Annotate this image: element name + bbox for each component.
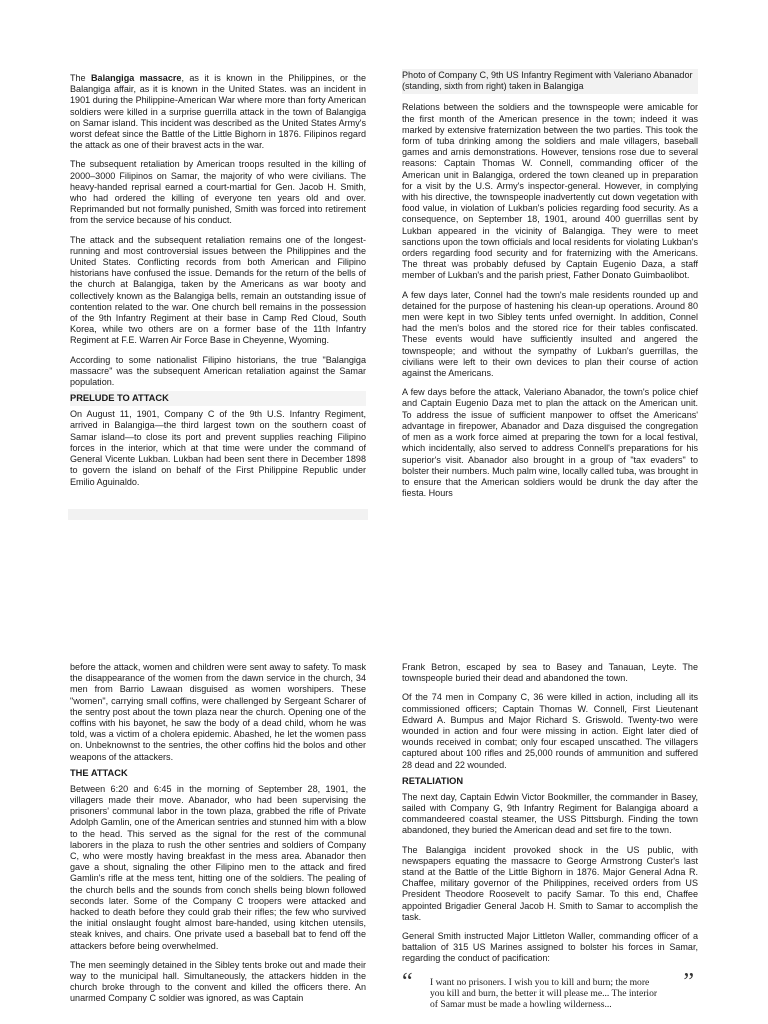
blockquote (402, 968, 698, 1015)
paragraph-public-shock: The Balangiga incident provoked shock in the US public, with newspapers equating the massacre to George Armstrong Custer's last stand at the Battle of the Little Bighorn in 1876. Major General Adna R. Chaffee, military governor of the Philippines, received orders from US President Theodore Roosevelt to pacify Samar. To this end, Chaffee appointed Brigadier General Jacob H. Smith to Samar to accomplish the task. (402, 844, 698, 922)
paragraph-sibley-breakout: The men seemingly detained in the Sibley tents broke out and made their way to the municipal hall. Simultaneously, the attackers hidden in the church broke through to the convent and killed the officers there. An unarmed Company C soldier was ignored, as was Captain (70, 959, 366, 1004)
paragraph-bookmiller: The next day, Captain Edwin Victor Bookmiller, the commander in Basey, sailed with Company G, 9th Infantry Regiment for Balangiga aboard a commandeered coastal steamer, the USS Pittsburgh. Finding the town abandoned, they buried the American dead and set fire to the town. (402, 791, 698, 836)
heading-prelude-to-attack: PRELUDE TO ATTACK (70, 391, 366, 406)
paragraph-prelude: On August 11, 1901, Company C of the 9th U.S. Infantry Regiment, arrived in Balangiga—the third largest town on the southern coast of Samar island—to close its port and prevent supplies reaching Filipino forces in the interior, which at that time were under the command of General Vicente Lukban. Lukban had been sent there in December 1898 to govern the island on behalf of the First Philippine Republic under Emilio Aguinaldo. (70, 409, 366, 487)
paragraph-casualties: Of the 74 men in Company C, 36 were killed in action, including all its commissioned officers; Captain Thomas W. Connell, First Lieutenant Edward A. Bumpus and Major Richard S. Griswold. Twenty-two were wounded in action and four were missing in action. Eight later died of wounds received in combat; only four escaped unscathed. The villagers captured about 100 rifles and 25,000 rounds of ammunition and suffered 28 dead and 22 wounded. (402, 692, 698, 770)
quote-text: I want no prisoners. I wish you to kill and burn; the more you kill and burn, the better it will please me... The interior of Samar must be made a howling wilderness... (430, 976, 658, 1011)
shaded-divider-bar (68, 509, 368, 520)
paragraph-attack-morning: Between 6:20 and 6:45 in the morning of September 28, 1901, the villagers made their move. Abanador, who had been supervising the prisoners' communal labor in the town plaza, grabbed the rifle of Private Adolph Gamlin, one of the American sentries and stunned him with a blow to the head. This served as the signal for the rest of the communal laborers in the plaza to rush the other sentries and soldiers of Company C, who were mostly having breakfast in the mess area. Abanador then gave a shout, signaling the other Filipino men to the attack and fired Gamlin's rifle at the mess tent, hitting one of the soldiers. The pealing of the church bells and the sounds from conch shells being blown followed seconds later. Some of the Company C troopers were attacked and hacked to death before they could grab their rifles; the few who survived the initial onslaught fought almost bare-handed, using kitchen utensils, steak knives, and chairs. One private used a baseball bat to fend off the attackers before being overwhelmed. (70, 783, 366, 951)
open-quote-mark: “ (402, 968, 413, 995)
intro-lead-text: The (70, 73, 92, 83)
paragraph-relations: Relations between the soldiers and the townspeople were amicable for the first month of the American presence in the town; indeed it was marked by extensive fraternization between the two parties. This took the form of tuba drinking among the soldiers and male villagers, baseball games and arnis demonstrations. However, tensions rose due to several reasons: Captain Thomas W. Connell, commanding officer of the American unit in Balangiga, ordered the town cleaned up in preparation for a visit by the U.S. Army's inspector-general. However, in complying with his directive, the townspeople inadvertently cut down vegetation with food value, in violation of Lukban's policies regarding food security. As a consequence, on September 18, 1901, around 400 guerrillas sent by Lukban appeared in the vicinity of Balangiga. They were to meet sanctions upon the town officials and local residents for violating Lukban's orders regarding food security and for fraternizing with the Americans. The threat was probably defused by Captain Eugenio Daza, a staff member of Lukban's and the parish priest, Father Donato Guimbaolibot. (402, 102, 698, 281)
intro-paragraph (70, 73, 366, 151)
paragraph-smith-instructions: General Smith instructed Major Littleton Waller, commanding officer of a battalion of 315 US Marines assigned to bolster his forces in Samar, regarding the conduct of pacification: (402, 931, 698, 964)
heading-the-attack: THE ATTACK (70, 767, 128, 778)
photo-caption: Photo of Company C, 9th US Infantry Regiment with Valeriano Abanador (standing, sixth from right) taken in Balangiga (402, 69, 698, 94)
page1-left-column (70, 73, 366, 496)
paragraph-retaliation-summary: The subsequent retaliation by American troops resulted in the killing of 2000–3000 Filipinos on Samar, the majority of who were civilians. The heavy-handed reprisal earned a court-martial for Gen. Jacob H. Smith, who had ordered the killing of everyone ten years old and over. Reprimanded but not formally punished, Smith was forced into retirement from the service because of his conduct. (70, 159, 366, 226)
page2-right-column (402, 662, 698, 1015)
paragraph-disguise: before the attack, women and children were sent away to safety. To mask the disappearance of the women from the dawn service in the church, 34 men from Barrio Lawaan disguised as women worshipers. These "women", carrying small coffins, were challenged by Sergeant Scharer of the sentry post about the town plaza near the church. Opening one of the coffins with his bayonet, he saw the body of a dead child, whom he was told, was a victim of a cholera epidemic. Abashed, he let the women pass on. Unbeknownst to the sentries, the other coffins hid the bolos and other weapons of the attackers. (70, 662, 366, 762)
heading-retaliation: RETALIATION (402, 775, 464, 786)
page2-left-column (70, 662, 366, 1013)
paragraph-controversy: The attack and the subsequent retaliation remains one of the longest-running and most controversial issues between the Philippines and the United States. Conflicting records from both American and Filipino historians have confused the issue. Demands for the return of the bells of the church at Balangiga, taken by the Americans as war booty and collectively known as the Balangiga bells, remain an outstanding issue of contention related to the war. One church bell remains in the possession of the 9th Infantry Regiment at their base in Camp Red Cloud, South Korea, while two others are on a former base of the 11th Infantry Regiment at F.E. Warren Air Force Base in Cheyenne, Wyoming. (70, 234, 366, 346)
paragraph-escape: Frank Betron, escaped by sea to Basey and Tanauan, Leyte. The townspeople buried their dead and abandoned the town. (402, 662, 698, 684)
paragraph-nationalist-view: According to some nationalist Filipino historians, the true "Balangiga massacre" was the subsequent American retaliation against the Samar population. (70, 354, 366, 388)
page1-right-column (402, 69, 698, 507)
paragraph-planning: A few days before the attack, Valeriano Abanador, the town's police chief and Captain Eugenio Daza met to plan the attack on the American unit. To address the issue of sufficient manpower to offset the Americans' advantage in firepower, Abanador and Daza disguised the congregation of men as a work force aimed at preparing the town for a local festival, which incidentally, also served to address Connell's preparations for his superior's visit. Abanador also brought in a group of "tax evaders" to bolster their numbers. Much palm wine, locally called tuba, was brought in to ensure that the American soldiers would be drunk the day after the fiesta. Hours (402, 387, 698, 499)
intro-rest-text: , as it is known in the Philippines, or the Balangiga affair, as it is known in the United States. was an incident in 1901 during the Philippine-American War where more than forty American soldiers were killed in a surprise guerrilla attack in the town of Balangiga on Samar island. This incident was described as the United States Army's worst defeat since the Battle of the Little Bighorn in 1876. Filipinos regard the attack as one of their bravest acts in the war. (70, 73, 366, 151)
paragraph-detention: A few days later, Connel had the town's male residents rounded up and detained for the purpose of hastening his clean-up operations. Around 80 men were kept in two Sibley tents unfed overnight. In addition, Connel had the men's bolos and the stored rice for their tables confiscated. These events would have sufficiently insulted and angered the townspeople; and without the sympathy of Lukban's guerrillas, the civilians were left to their own devices to plan their course of action against the Americans. (402, 289, 698, 379)
close-quote-mark: ” (683, 968, 694, 995)
article-title-term: Balangiga massacre (91, 73, 182, 83)
